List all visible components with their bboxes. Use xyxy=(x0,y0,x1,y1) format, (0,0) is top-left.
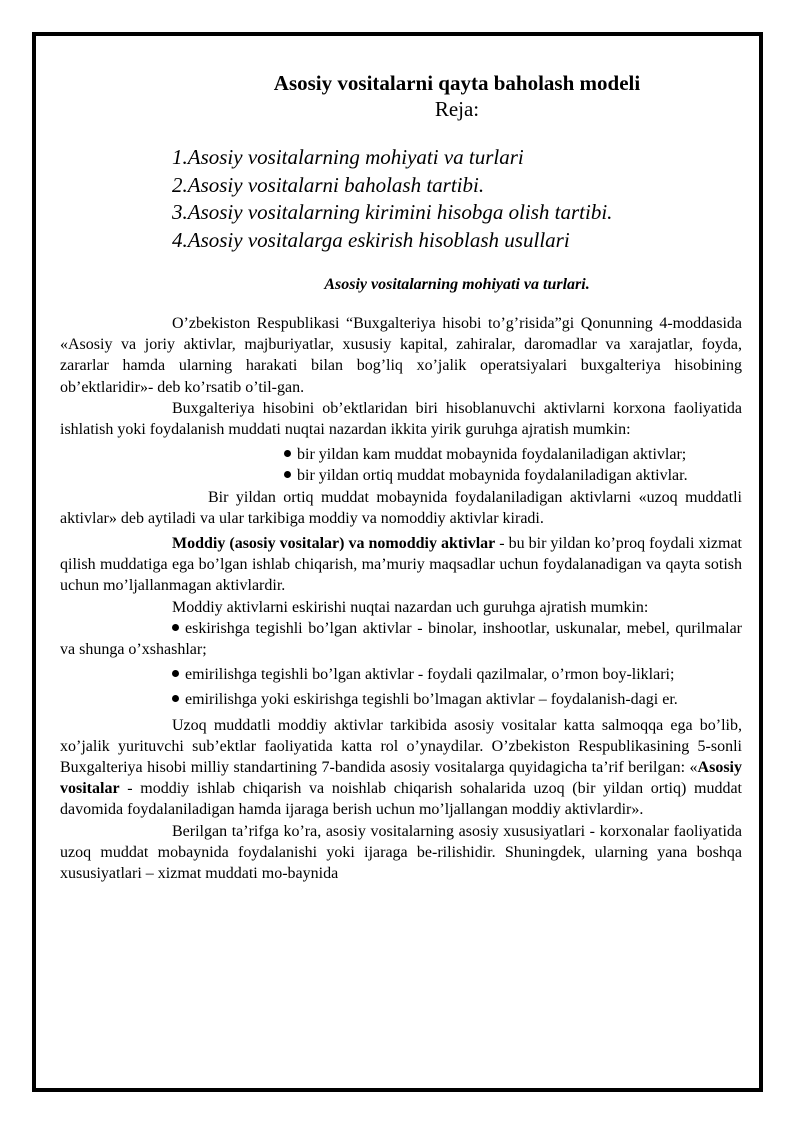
paragraph: Buxgalteriya hisobini ob’ektlaridan biri hisoblanuvchi aktivlarni korxona faoliyatida ishlatish yoki foydalanish muddati nuqtai nazardan ikkita yirik guruhga ajratish mumkin: xyxy=(60,399,742,439)
list-item: emirilishga yoki eskirishga tegishli bo’lmagan aktivlar – foydalanish-dagi er. xyxy=(60,689,742,710)
paragraph: Bir yildan ortiq muddat mobaynida foydalaniladigan aktivlarni «uzoq muddatli aktivlar» deb aytiladi va ular tarkibiga moddiy va nomoddiy aktivlar kiradi. xyxy=(60,488,742,527)
plan-item: 4.Asosiy vositalarga eskirish hisoblash usullari xyxy=(172,227,570,252)
document-title: Asosiy vositalarni qayta baholash modeli xyxy=(273,71,641,95)
paragraph: O’zbekiston Respublikasi “Buxgalteriya hisobi to’g’risida”gi Qonunning 4-moddasida «Asosiy va joriy aktivlar, majburiyatlar, xususiy kapital, zahiralar, daromadlar va xarajatlar, foyda, zararlar hamda ularning harakati bilan bog’liq xo’jalik operatsiyalari buxgalteriya hisobining ob’ektlaridir»- deb ko’rsatib o’til-gan. xyxy=(60,315,742,396)
list-item: bir yildan ortiq muddat mobaynida foydalaniladigan aktivlar. xyxy=(60,465,742,486)
plan-item: 1.Asosiy vositalarning mohiyati va turlari xyxy=(172,145,524,169)
bullet-icon xyxy=(172,695,179,702)
paragraph: Moddiy aktivlarni eskirishi nuqtai nazardan uch guruhga ajratish mumkin: xyxy=(172,598,649,616)
body-text xyxy=(60,313,742,884)
list-item: emirilishga tegishli bo’lgan aktivlar - foydali qazilmalar, o’rmon boy-liklari; xyxy=(60,664,742,685)
bullet-icon xyxy=(284,450,291,457)
paragraph: Moddiy (asosiy vositalar) va nomoddiy aktivlar - bu bir yildan ko’proq foydali xizmat qilish muddatiga ega bo’lgan ishlab chiqarish, ma’muriy maqsadlar uchun foydalanadigan va qayta sotish uchun mo’ljallanmagan aktivlardir. xyxy=(60,535,743,595)
list-item: eskirishga tegishli bo’lgan aktivlar - binolar, inshootlar, uskunalar, mebel, qurilmalar va shunga o’xshashlar; xyxy=(60,619,742,659)
paragraph: Berilgan ta’rifga ko’ra, asosiy vositalarning asosiy xususiyatlari - korxonalar faoliyatida uzoq muddat mobaynida foydalanishi yoki ijaraga be-rilishidir. Shuningdek, ularning yana boshqa xususiyatlari – xizmat muddati mo-baynida xyxy=(60,822,742,883)
bold-term: Asosiy vositalar xyxy=(60,759,742,798)
bullet-icon xyxy=(172,670,179,677)
plan-item: 2.Asosiy vositalarni baholash tartibi. xyxy=(172,172,485,197)
paragraph: Uzoq muddatli moddiy aktivlar tarkibida asosiy vositalar katta salmoqqa ega bo’lib, xo’jalik yurituvchi sub’ektlar faoliyatida katta rol o’ynaydilar. O’zbekiston Respublikasining 5-sonli Buxgalteriya hisobi milliy standartining 7-bandida asosiy vositalarga quyidagicha ta’rif berilgan: «Asosiy vositalar - moddiy ishlab chiqarish va noishlab chiqarish sohalarida uzoq (bir yildan ortiq) muddat davomida foydalaniladigan hamda ijaraga berish uchun mo’ljallangan moddiy aktivlardir». xyxy=(60,716,742,819)
bullet-icon xyxy=(284,471,291,478)
plan-heading: Reja: xyxy=(434,97,480,121)
bullet-icon xyxy=(172,624,179,631)
document-page xyxy=(60,70,742,884)
plan-list xyxy=(60,144,742,254)
section-title: Asosiy vositalarning mohiyati va turlari. xyxy=(324,276,590,293)
bold-term: Moddiy (asosiy vositalar) va nomoddiy aktivlar xyxy=(172,535,496,553)
list-item: bir yildan kam muddat mobaynida foydalaniladigan aktivlar; xyxy=(60,444,742,465)
plan-item: 3.Asosiy vositalarning kirimini hisobga olish tartibi. xyxy=(172,200,613,224)
